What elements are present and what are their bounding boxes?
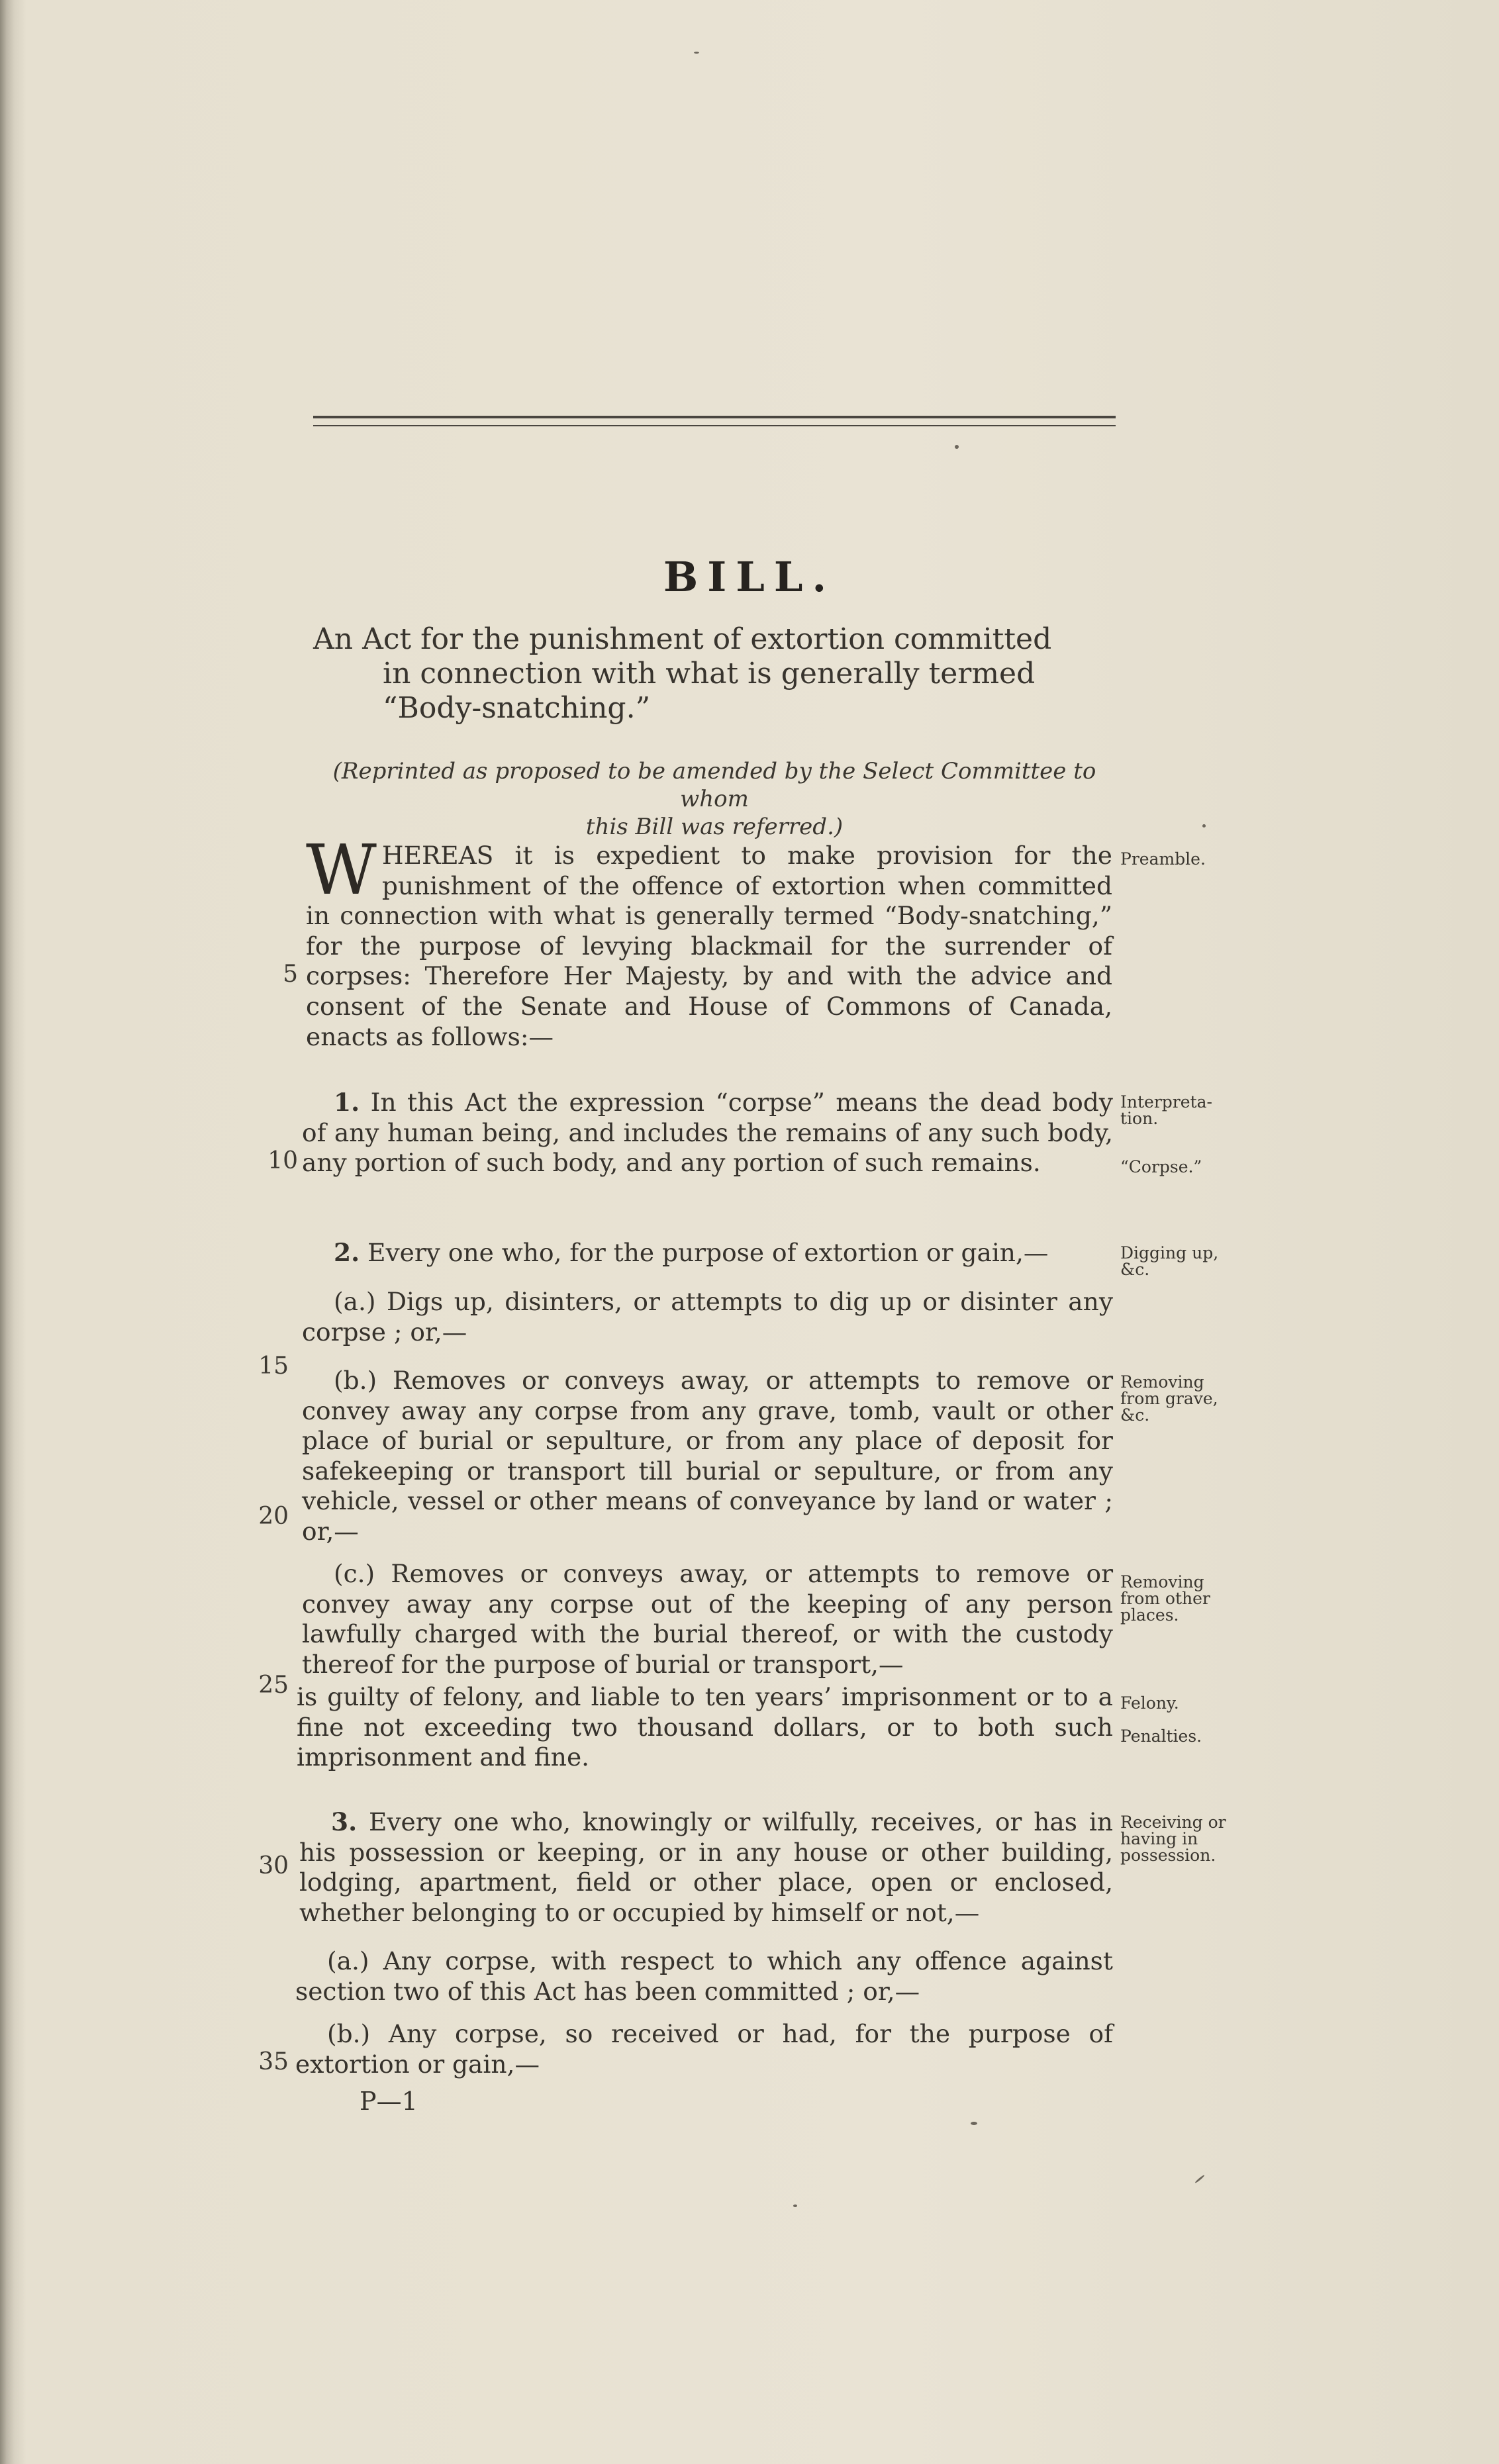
line-number: 35: [258, 2048, 289, 2075]
paper-speck: [1202, 824, 1206, 828]
act-title-line: An Act for the punishment of extortion committed: [313, 622, 1052, 656]
paper-speck: [971, 2122, 977, 2125]
act-title-line: “Body-snatching.”: [383, 691, 651, 725]
line-number: 5: [283, 961, 298, 988]
margin-note-receiving: Receiving or having in possession.: [1120, 1813, 1226, 1865]
bill-heading: BILL.: [663, 553, 836, 601]
reprint-note: [313, 757, 1116, 841]
margin-note-penalties: Penalties.: [1120, 1727, 1202, 1746]
section-2-clause-a: (a.) Digs up, disinters, or attempts to dig up or disinter any corpse ; or,—: [302, 1287, 1113, 1347]
page-footer-signature: P—1: [360, 2087, 418, 2116]
preamble-text: HEREAS it is expedient to make provision for the punishment of the offence of extortion when committed in connection with what is generally termed “Body-snatching,” for the purpose of levying blackmail for the surrender of corpses: Therefore Her Majesty, by and with the advice and consent of the Senate and House of Commons of Canada, enacts as follows:—: [306, 841, 1112, 1051]
reprint-note-line: (Reprinted as proposed to be amended by the Select Committee to whom: [332, 758, 1096, 812]
reprint-note-line: this Bill was referred.): [585, 814, 844, 840]
section-2-penalty: is guilty of felony, and liable to ten years’ imprisonment or to a fine not exceeding two thousand dollars, or to both such imprisonment and fine.: [297, 1682, 1113, 1772]
margin-note-corpse: “Corpse.”: [1120, 1157, 1202, 1176]
paper-speck: [694, 52, 699, 54]
paper-speck: [955, 445, 959, 449]
act-title: [313, 622, 1116, 726]
section-3-clause-a: (a.) Any corpse, with respect to which any offence against section two of this Act has been committed ; or,—: [295, 1946, 1113, 2006]
section-2-number: 2.: [334, 1238, 360, 1267]
margin-note-interpretation: Interpreta-tion.: [1120, 1092, 1212, 1128]
line-number: 15: [258, 1352, 289, 1380]
margin-note-preamble: Preamble.: [1120, 849, 1206, 869]
section-2-clause-c: (c.) Removes or conveys away, or attempts to remove or convey away any corpse out of the keeping of any person lawfully charged with the burial thereof, or with the custody thereof for the purpose of burial or transport,—: [302, 1559, 1113, 1679]
section-3-intro-text: Every one who, knowingly or wilfully, receives, or has in his possession or keeping, or in any house or other building, lodging, apartment, field or other place, open or enclosed, whether belonging to or occupied by himself or not,—: [299, 1807, 1113, 1927]
paper-speck: [793, 2204, 797, 2207]
line-number: 25: [258, 1672, 289, 1699]
section-2-intro: [302, 1238, 1113, 1268]
line-number: 30: [258, 1852, 289, 1879]
section-3-number: 3.: [331, 1807, 358, 1836]
margin-note-removing-places: Removing from other places.: [1120, 1572, 1210, 1625]
margin-note-digging: Digging up, &c.: [1120, 1243, 1219, 1279]
act-title-line: in connection with what is generally termed: [383, 657, 1036, 690]
margin-note-removing-grave: Removing from grave, &c.: [1120, 1372, 1218, 1425]
section-3-clause-b: (b.) Any corpse, so received or had, for the purpose of extortion or gain,—: [295, 2019, 1113, 2079]
line-number: 10: [267, 1147, 298, 1174]
line-number: 20: [258, 1503, 289, 1530]
preamble-dropcap: W: [306, 829, 377, 910]
section-2-clause-b: (b.) Removes or conveys away, or attempts to remove or convey away any corpse from any grave, tomb, vault or other place of burial or sepulture, or from any place of deposit for safekeeping or transport till burial or sepulture, or from any vehicle, vessel or other means of conveyance by land or water ; or,—: [302, 1366, 1113, 1546]
section-1-number: 1.: [334, 1088, 360, 1117]
section-1-text: In this Act the expression “corpse” means the dead body of any human being, and includes the remains of any such body, any portion of such body, and any portion of such remains.: [302, 1088, 1113, 1178]
section-3-intro: [299, 1807, 1113, 1928]
top-rule-thick: [313, 416, 1116, 418]
top-rule-thin: [313, 425, 1116, 426]
section-1: [302, 1088, 1113, 1178]
preamble-paragraph: [306, 829, 1112, 1052]
margin-note-felony: Felony.: [1120, 1693, 1179, 1713]
section-2-intro-text: Every one who, for the purpose of extortion or gain,—: [367, 1238, 1049, 1267]
